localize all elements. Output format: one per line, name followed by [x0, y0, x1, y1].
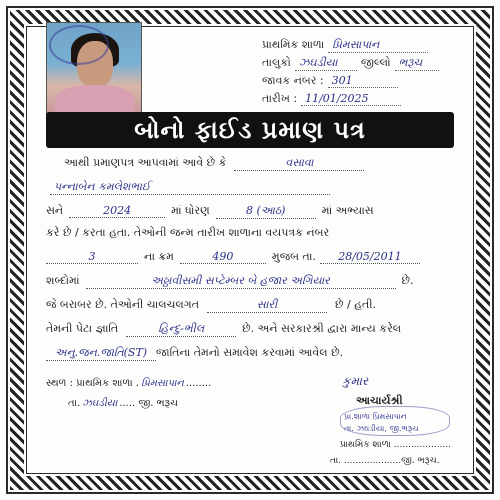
- standard-value: 8 (આઠ): [216, 204, 316, 219]
- conduct-value: સારી: [207, 298, 327, 313]
- place-label: સ્થળ : પ્રાથમિક શાળા .: [46, 378, 140, 389]
- year-value: 2024: [69, 204, 165, 218]
- l5-a: ના ક્રમ: [144, 250, 174, 263]
- body-line-2: [50, 180, 470, 195]
- l8-b: છે. અને સરકારશ્રી દ્વારા માન્ય કરેલ: [242, 322, 402, 335]
- body-line-6: [46, 274, 466, 289]
- l7-b: છે / હતી.: [335, 298, 376, 311]
- l9-b: જાતિના તેમનો સમાવેશ કરવામાં આવેલ છે.: [156, 346, 344, 359]
- dob-value: 28/05/2011: [320, 250, 420, 264]
- principal-title: આચાર્યશ્રી: [356, 394, 403, 407]
- l5-b: મુજબ તા.: [271, 250, 316, 263]
- body-line-7: [46, 298, 466, 313]
- outward-label: જાવક નંબર :: [262, 74, 324, 87]
- caste-value: હિન્દુ-ભીલ: [126, 322, 236, 337]
- date-label: તારીખ :: [262, 92, 298, 105]
- body-line-4: [46, 226, 466, 240]
- header-school-row: [262, 38, 428, 53]
- taluka-label: તાલુકો: [262, 56, 291, 69]
- header-taluka-row: [262, 56, 439, 71]
- dob-words-value: અઠ્ઠાવીસમી સપ્ટેમ્બર બે હજાર અગિયાર: [86, 274, 396, 289]
- blank-school-line: પ્રાથમિક શાળા ....................: [340, 440, 451, 450]
- photo-stamp: [49, 25, 109, 65]
- l3-a: સને: [46, 204, 64, 217]
- school-value: પ્રિમસાપાન: [328, 38, 428, 53]
- body-line-8: [46, 322, 466, 337]
- blank-ta-line: તા. ....................જી. ભરૂચ.: [330, 456, 440, 466]
- sequence-value: 490: [180, 250, 266, 264]
- student-photo: [46, 22, 142, 114]
- l7-a: જે બરાબર છે. તેઓની ચાલચલગત: [46, 298, 200, 311]
- district-label: જીલ્લો: [360, 56, 391, 69]
- ta-label: તા.: [68, 398, 81, 409]
- certificate-title: બોનો ફાઈડ પ્રમાણ પત્ર: [46, 112, 454, 148]
- student-name-value: પન્નાબેન કમલેશભાઈ: [50, 180, 330, 195]
- body-line-1: [64, 156, 484, 171]
- date-value: 11/01/2025: [301, 92, 401, 106]
- header-date-row: [262, 92, 401, 106]
- ta-tail: ..... જી. ભરૂચ: [119, 398, 178, 409]
- l3-c: માં અભ્યાસ: [321, 204, 374, 217]
- l3-b: માં ધોરણ: [171, 204, 210, 217]
- l4-text: કરે છે / કરતા હતા. તેઓની જન્મ તારીખ શાળાના વયપત્રક નંબર: [46, 226, 330, 239]
- outward-value: 301: [328, 74, 398, 88]
- l1-text: આથી પ્રમાણપત્ર આપવામાં આવે છે કે: [64, 156, 227, 169]
- district-value: ભરૂચ: [395, 56, 439, 71]
- taluka-value: ઝઘડીયા: [295, 56, 357, 71]
- l8-a: તેમની પેટા જ્ઞાતિ: [46, 322, 119, 335]
- body-line-3: [46, 204, 466, 219]
- place-dots: ........: [185, 378, 212, 389]
- photo-dress: [55, 85, 135, 114]
- principal-signature-block: [330, 374, 480, 444]
- place-value: પ્રિમસાપાન: [141, 378, 184, 389]
- ta-value: ઝઘડીયા: [82, 398, 118, 409]
- category-value: અનુ.જન.જાતિ(ST): [46, 346, 156, 361]
- body-line-9: [46, 346, 466, 361]
- principal-signature: કુમાર: [342, 374, 369, 388]
- l6-a: શબ્દોમાં: [46, 274, 80, 287]
- seal-line-1: પ્રા.શાળા પ્રિમસાપાન: [344, 412, 407, 421]
- seal-line-2: તા. ઝઘડીયા, જી.ભરૂચ: [344, 424, 419, 433]
- l6-b: છે.: [401, 274, 414, 287]
- surname-value: વસાવા: [234, 156, 364, 171]
- register-number-value: 3: [46, 250, 138, 264]
- body-line-5: [46, 250, 466, 264]
- header-outward-row: [262, 74, 398, 88]
- school-label: પ્રાથમિક શાળા: [262, 38, 325, 51]
